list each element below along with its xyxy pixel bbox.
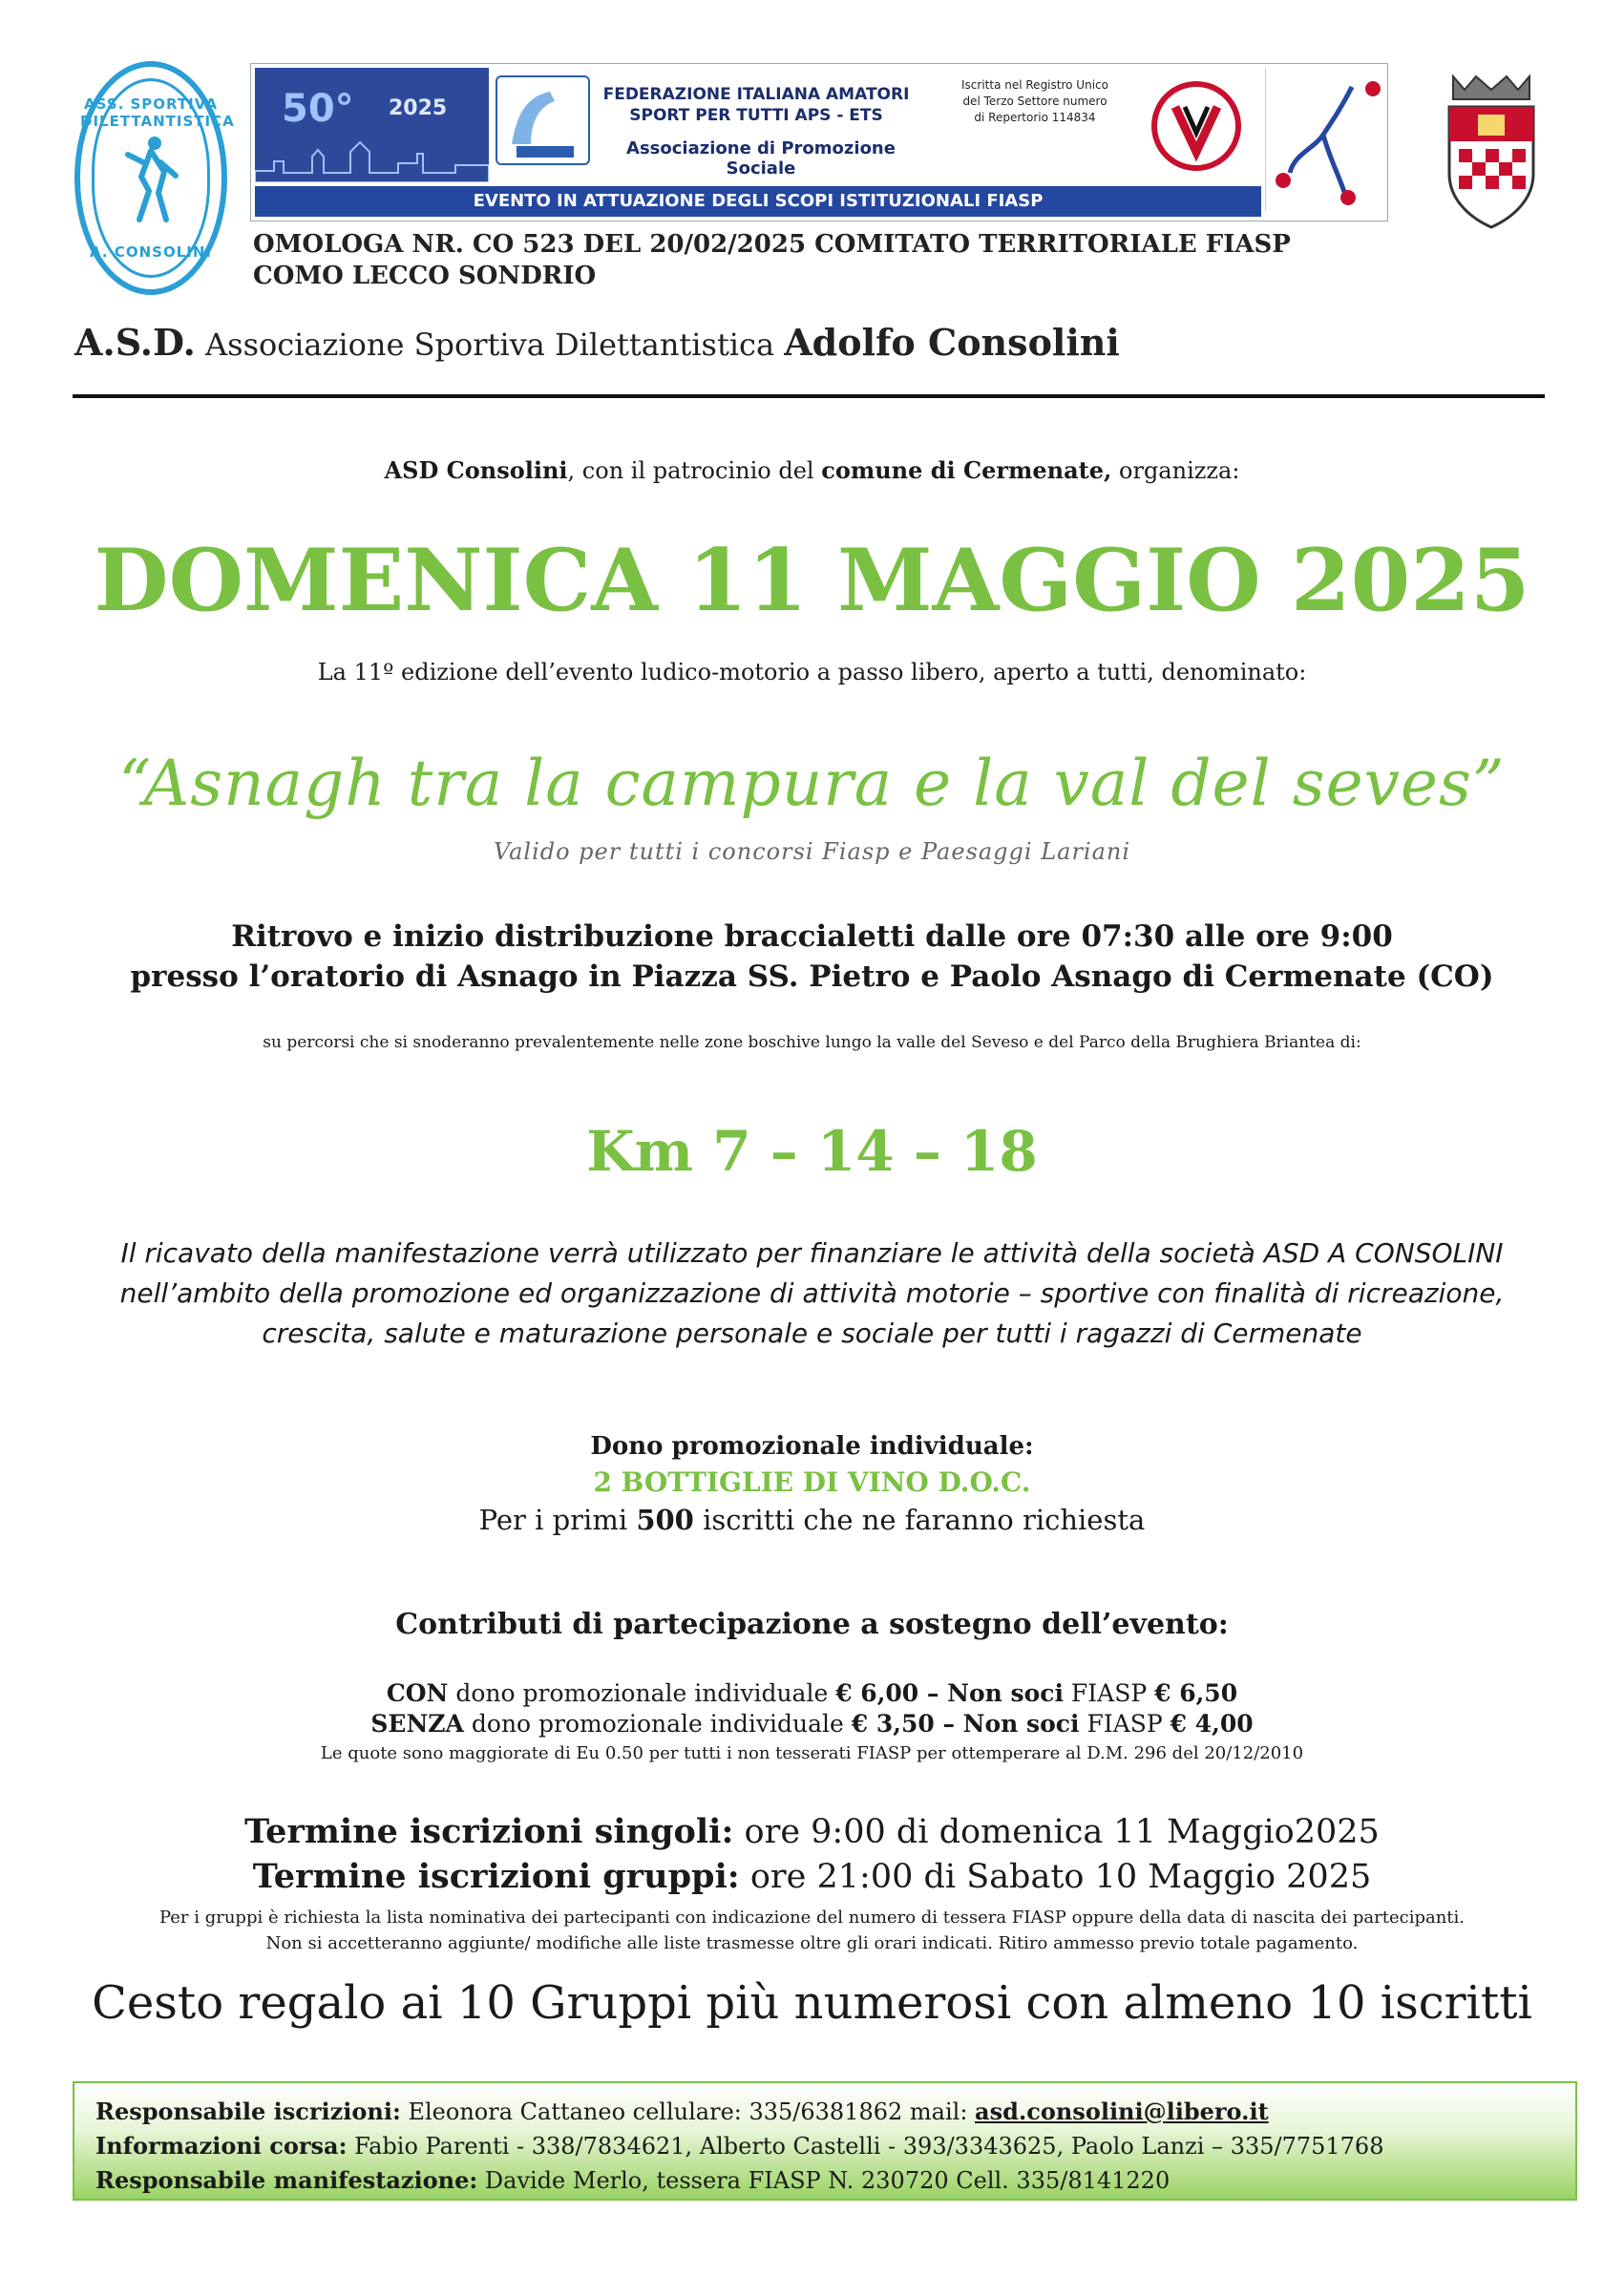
registry-line-2: del Terzo Settore numero [962,95,1107,108]
asd-full: Associazione Sportiva Dilettantistica [205,327,775,363]
ivv-logo-icon [1149,74,1244,179]
without-price: € 3,50 – Non soci [851,1710,1080,1738]
proceeds-line-3: crescita, salute e maturazione personale e sociale per tutti i ragazzi di Cermenate [262,1318,1362,1349]
groups-note-1: Per i gruppi è richiesta la lista nominativa dei partecipanti con indicazione del numero di tessera FIASP oppure della data di nascita dei partecipanti. [158,1908,1466,1928]
email-link[interactable]: asd.consolini@libero.it [975,2098,1269,2125]
organizer-asd: ASD Consolini [384,456,568,484]
organizer-mid: , con il patrocinio del [567,457,822,484]
city-skyline-icon [255,133,489,182]
logo-text-bottom: A. CONSOLINI [90,243,212,261]
contact-manager [95,2163,1554,2198]
price-without-gift [0,1709,1624,1739]
fiasp-shoe-icon [496,75,590,165]
with-fiasp: FIASP [1063,1679,1155,1707]
gift-count: 500 [636,1504,694,1536]
contact-registrations [95,2095,1554,2129]
organizer-line [0,456,1624,484]
without-keyword: SENZA [370,1710,464,1738]
header-divider [73,394,1545,398]
mantova-50-logo [255,68,489,182]
gift-heading: Dono promozionale individuale: [590,1432,1034,1461]
deadline-groups-label: Termine iscrizioni gruppi: [252,1857,740,1896]
registry-line-1: Iscritta nel Registro Unico [961,78,1108,92]
groups-note-2: Non si accetteranno aggiunte/ modifiche alle liste trasmesse oltre gli orari indicati. Ritiro ammesso previo totale pagamento. [265,1933,1359,1953]
deadline-groups-value: ore 21:00 di Sabato 10 Maggio 2025 [739,1858,1372,1896]
groups-note [0,1905,1624,1956]
contact-info [95,2129,1554,2163]
event-title: “Asnagh tra la campura e la val del seves” [118,747,1506,820]
proceeds-line-1: Il ricavato della manifestazione verrà utilizzato per finanziare le attività della società ASD A CONSOLINI [120,1237,1504,1269]
with-text: dono promozionale individuale [448,1679,836,1707]
fiasp-line-2: SPORT PER TUTTI APS - ETS [629,106,883,125]
validity-note: Valido per tutti i concorsi Fiasp e Paesaggi Lariani [493,838,1131,865]
without-price-nonmember: € 4,00 [1170,1710,1254,1738]
coat-of-arms-icon [1442,69,1541,229]
contributions-heading: Contributi di partecipazione a sostegno dell’evento: [395,1608,1229,1641]
fiasp-event-banner: EVENTO IN ATTUAZIONE DEGLI SCOPI ISTITUZIONALI FIASP [255,186,1261,217]
without-fiasp: FIASP [1079,1710,1171,1738]
price-with-gift [0,1678,1624,1709]
discus-thrower-icon [122,134,179,224]
route-distances: Km 7 – 14 – 18 [586,1119,1038,1184]
asd-consolini-logo [74,61,235,295]
edition-line: La 11º edizione dell’evento ludico-motorio a passo libero, aperto a tutti, denominato: [317,659,1307,685]
contact-manager-value: Davide Merlo, tessera FIASP N. 230720 Cell. 335/8141220 [477,2167,1171,2194]
event-date: DOMENICA 11 MAGGIO 2025 [94,530,1530,631]
contacts-box [73,2081,1577,2201]
deadline-singles-label: Termine iscrizioni singoli: [244,1812,734,1851]
partner-banner [250,63,1388,221]
organizer-comune: comune di Cermenate, [821,456,1112,484]
contact-registrations-value: Eleonora Cattaneo cellulare: 335/6381862 mail: [400,2098,976,2125]
meeting-line-2: presso l’oratorio di Asnago in Piazza SS. Pietro e Paolo Asnago di Cermenate (CO) [130,959,1494,994]
mantova-year: 2025 [389,96,448,120]
mantova-fifty: 50° [282,87,354,131]
proceeds-line-2: nell’ambito della promozione ed organizzazione di attività motorie – sportive con finalità di ricreazione, [119,1277,1505,1309]
contributions-prices [0,1678,1624,1739]
gift-basket-announcement: Cesto regalo ai 10 Gruppi più numerosi con almeno 10 iscritti [92,1976,1532,2030]
contact-registrations-label: Responsabile iscrizioni: [95,2098,401,2125]
contact-manager-label: Responsabile manifestazione: [95,2166,478,2194]
with-price-nonmember: € 6,50 [1154,1679,1238,1707]
fiasp-line-3: Associazione di Promozione Sociale [626,138,896,179]
fiasp-line-1: FEDERAZIONE ITALIANA AMATORI [602,85,910,104]
meeting-line-1: Ritrovo e inizio distribuzione braccialetti dalle ore 07:30 alle ore 9:00 [231,919,1393,954]
association-name [74,321,1120,364]
omologa-text: OMOLOGA NR. CO 523 DEL 20/02/2025 COMITATO TERRITORIALE FIASP COMO LECCO SONDRIO [253,230,1291,290]
gift-value: 2 BOTTIGLIE DI VINO D.O.C. [593,1466,1031,1498]
with-price: € 6,00 – Non soci [835,1679,1064,1707]
meeting-info [0,917,1624,997]
with-keyword: CON [386,1679,449,1707]
lake-map-icon [1265,68,1386,211]
without-text: dono promozionale individuale [463,1710,852,1738]
registry-info [944,77,1126,173]
gift-pre: Per i primi [478,1504,637,1536]
deadline-singles-value: ore 9:00 di domenica 11 Maggio2025 [733,1813,1380,1851]
asd-abbr: A.S.D. [74,321,196,364]
fee-note: Le quote sono maggiorate di Eu 0.50 per tutti i non tesserati FIASP per ottemperare al D.M. 296 del 20/12/2010 [320,1743,1304,1763]
deadline-singles [0,1812,1624,1851]
fiasp-logo-block [496,68,944,182]
contact-info-label: Informazioni corsa: [95,2132,348,2160]
gift-post: iscritti che ne faranno richiesta [693,1504,1146,1536]
logo-text-top: ASS. SPORTIVA DILETTANTISTICA [80,95,235,130]
contact-info-value: Fabio Parenti - 338/7834621, Alberto Castelli - 393/3343625, Paolo Lanzi – 335/7751768 [347,2133,1384,2160]
routes-description: su percorsi che si snoderanno prevalentemente nelle zone boschive lungo la valle del Seveso e del Parco della Brughiera Briantea di: [263,1033,1361,1052]
organizer-end: organizza: [1111,457,1240,484]
asd-person-name: Adolfo Consolini [784,321,1120,364]
deadline-groups [0,1857,1624,1896]
proceeds-statement [0,1233,1624,1354]
gift-condition [0,1504,1624,1536]
registry-line-3: di Repertorio 114834 [974,111,1096,124]
